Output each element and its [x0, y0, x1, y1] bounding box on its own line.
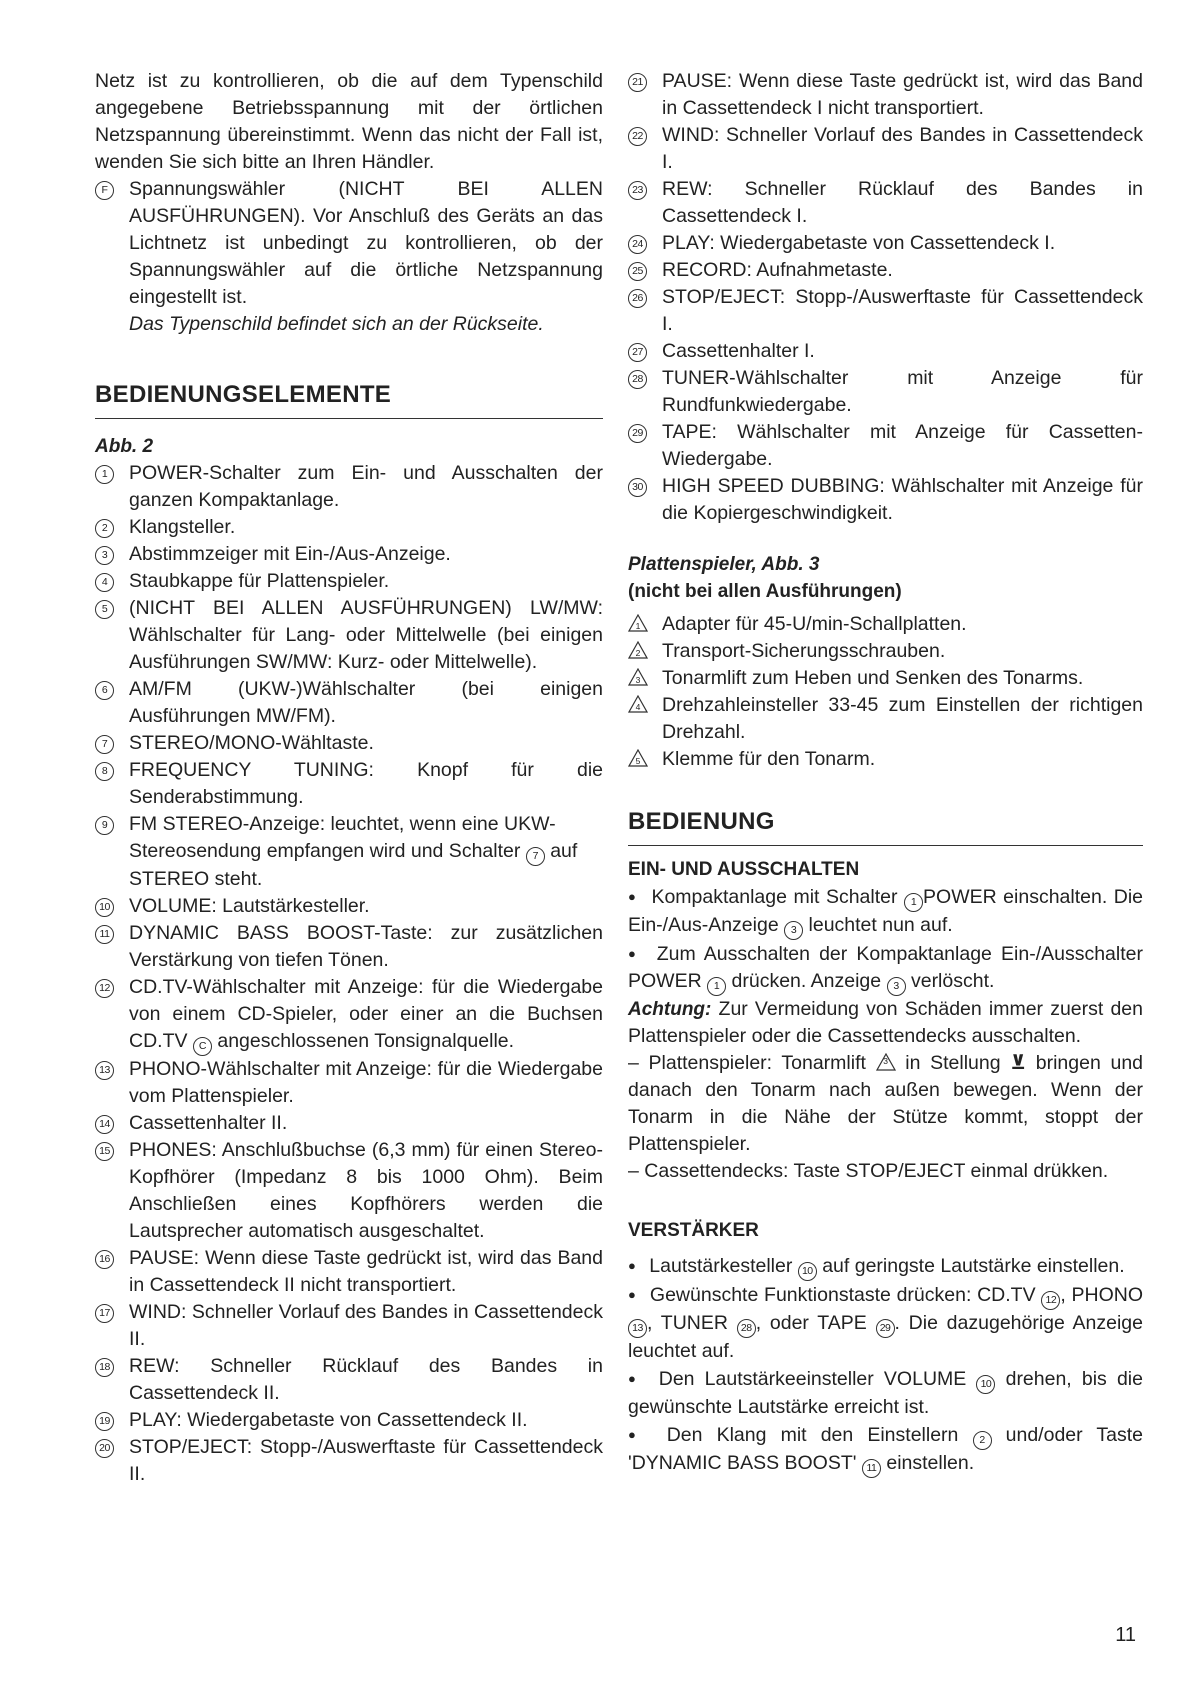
text: drehen, bis die gewünschte Lautstärke erreicht ist. — [628, 1368, 1143, 1418]
item-number: 9 — [95, 816, 114, 835]
list-item — [95, 541, 603, 568]
item-reference: 1 — [904, 893, 923, 912]
item-text: (NICHT BEI ALLEN AUSFÜHRUNGEN) LW/MW: Wählschalter für Lang- oder Mittelwelle (bei einigen Ausführungen SW/MW: Kurz- oder Mittelwelle). — [129, 597, 603, 673]
item-text: Staubkappe für Plattenspieler. — [129, 570, 390, 592]
text: Den Lautstärkeeinsteller VOLUME — [658, 1368, 967, 1390]
item-number: 26 — [628, 289, 647, 308]
list-item — [95, 1056, 603, 1110]
item-number: 14 — [95, 1115, 114, 1134]
turntable-list — [628, 611, 1143, 773]
item-number: 13 — [95, 1061, 114, 1080]
list-item — [628, 611, 1143, 638]
voltage-selector-item — [95, 176, 603, 338]
amp-step-2 — [628, 1281, 1143, 1365]
list-item — [628, 176, 1143, 230]
list-item — [95, 676, 603, 730]
text: bringen und danach den Tonarm nach außen bewegen. Wenn der Tonarm in die Nähe der Stütze kommt, stoppt der Plattenspieler. — [628, 1052, 1144, 1155]
amp-step-1 — [628, 1252, 1143, 1281]
list-item — [95, 893, 603, 920]
list-item — [628, 338, 1143, 365]
list-item — [628, 230, 1143, 257]
section-title-operation: BEDIENUNG — [628, 807, 1143, 846]
triangle-marker — [628, 668, 648, 686]
text: auf geringste Lautstärke einstellen. — [822, 1255, 1125, 1277]
item-reference: 10 — [798, 1262, 817, 1281]
item-reference: 29 — [876, 1319, 895, 1338]
item-text: PAUSE: Wenn diese Taste gedrückt ist, wird das Band in Cassettendeck II nicht transportiert. — [129, 1247, 603, 1296]
item-number: 29 — [628, 424, 647, 443]
triangle-number: 3 — [883, 1056, 888, 1066]
triangle-number: 5 — [635, 756, 641, 766]
list-item — [628, 692, 1143, 746]
item-text: FREQUENCY TUNING: Knopf für die Senderabstimmung. — [129, 759, 603, 808]
item-text: WIND: Schneller Vorlauf des Bandes in Cassettendeck II. — [129, 1301, 603, 1350]
item-number: 15 — [95, 1142, 114, 1161]
controls-list-b — [95, 893, 603, 974]
list-item — [95, 514, 603, 541]
list-item — [95, 595, 603, 676]
triangle-number: 2 — [635, 648, 641, 658]
item-number: 25 — [628, 262, 647, 281]
list-item — [628, 257, 1143, 284]
section-title-controls: BEDIENUNGSELEMENTE — [95, 380, 603, 419]
text: einstellen. — [886, 1452, 975, 1474]
item-number: 16 — [95, 1250, 114, 1269]
item-number: 30 — [628, 478, 647, 497]
item-number: 10 — [95, 898, 114, 917]
item-reference: 7 — [526, 847, 545, 866]
controls-list-c — [95, 1056, 603, 1488]
item-number: 5 — [95, 600, 114, 619]
triangle-number: 4 — [635, 702, 641, 712]
list-item — [628, 122, 1143, 176]
list-item — [628, 473, 1143, 527]
lift-down-symbol: ⊻ — [1010, 1052, 1027, 1074]
item-text: Klemme für den Tonarm. — [662, 748, 876, 770]
item-text: REW: Schneller Rücklauf des Bandes in Cassettendeck II. — [129, 1355, 603, 1404]
left-column — [95, 68, 603, 1488]
list-item — [95, 1299, 603, 1353]
item-text: STEREO/MONO-Wähltaste. — [129, 732, 374, 754]
turntable-dash-step — [628, 1050, 1143, 1158]
item-text: Tonarmlift zum Heben und Senken des Tonarms. — [662, 667, 1084, 689]
list-item — [95, 757, 603, 811]
text: POWER einschalten. Die Ein-/Aus-Anzeige — [628, 886, 1144, 936]
item-number: 8 — [95, 762, 114, 781]
figure-label: Abb. 2 — [95, 436, 154, 457]
item-reference: 13 — [628, 1319, 647, 1338]
cassette-dash-step: – Cassettendecks: Taste STOP/EJECT einmal drükken. — [628, 1160, 1109, 1182]
item-text: CD.TV-Wählschalter mit Anzeige: für die Wiedergabe von einem CD-Spieler, oder einer an die Buchsen CD.TV — [129, 976, 603, 1052]
text: drücken. Anzeige — [731, 970, 882, 992]
item-number: 12 — [95, 979, 114, 998]
list-item — [95, 1407, 603, 1434]
item-text: PLAY: Wiedergabetaste von Cassettendeck II. — [129, 1409, 528, 1431]
item-text: PHONES: Anschlußbuchse (6,3 mm) für einen Stereo-Kopfhörer (Impedanz 8 bis 1000 Ohm). Beim Anschließen eines Kopfhörers werden die Lautsprecher automatisch ausgeschaltet. — [129, 1139, 603, 1242]
on-off-step-2 — [628, 940, 1143, 996]
text: in Stellung — [905, 1052, 1001, 1074]
item-number: 22 — [628, 127, 647, 146]
triangle-marker — [628, 614, 648, 632]
item-text: TUNER-Wählschalter mit Anzeige für Rundfunkwiedergabe. — [662, 367, 1143, 416]
item-text: TAPE: Wählschalter mit Anzeige für Cassetten-Wiedergabe. — [662, 421, 1143, 470]
item-note: Das Typenschild befindet sich an der Rückseite. — [129, 313, 544, 335]
item-text: POWER-Schalter zum Ein- und Ausschalten der ganzen Kompaktanlage. — [129, 462, 603, 511]
item-number: 24 — [628, 235, 647, 254]
item-reference: 28 — [737, 1319, 756, 1338]
item-reference: 12 — [1041, 1291, 1060, 1310]
controls-list-d — [628, 68, 1143, 527]
item-number: 28 — [628, 370, 647, 389]
text: , PHONO — [1060, 1284, 1143, 1306]
list-item — [95, 811, 603, 893]
item-number: 7 — [95, 735, 114, 754]
item-text: auf STEREO steht. — [129, 840, 578, 890]
item-text: VOLUME: Lautstärkesteller. — [129, 895, 370, 917]
item-number: 23 — [628, 181, 647, 200]
text: und/oder Taste 'DYNAMIC BASS BOOST' — [628, 1424, 1143, 1474]
list-item — [95, 730, 603, 757]
on-off-step-1 — [628, 883, 1143, 940]
on-off-title: EIN- UND AUSSCHALTEN — [628, 859, 860, 880]
list-item — [95, 920, 603, 974]
amp-step-3 — [628, 1365, 1143, 1421]
item-text: Drehzahleinsteller 33-45 zum Einstellen der richtigen Drehzahl. — [662, 694, 1143, 743]
list-item — [95, 568, 603, 595]
turntable-title: Plattenspieler, Abb. 3 — [628, 554, 820, 575]
text: leuchtet nun auf. — [808, 914, 953, 936]
item-text: Abstimmzeiger mit Ein-/Aus-Anzeige. — [129, 543, 451, 565]
list-item — [95, 460, 603, 514]
controls-list-a — [95, 460, 603, 811]
text: Den Klang mit den Einstellern — [666, 1424, 959, 1446]
list-item — [628, 746, 1143, 773]
item-number: 20 — [95, 1439, 114, 1458]
text: Zum Ausschalten der Kompaktanlage Ein-/Ausschalter POWER — [628, 943, 1143, 992]
list-item — [95, 1137, 603, 1245]
item-number: 11 — [95, 925, 114, 944]
list-item — [628, 665, 1143, 692]
item-reference: 3 — [887, 977, 906, 996]
triangle-marker — [628, 641, 648, 659]
text: . Die dazugehörige Anzeige leuchtet auf. — [628, 1312, 1143, 1362]
text: Lautstärkesteller — [649, 1255, 793, 1277]
item-text: Transport-Sicherungsschrauben. — [662, 640, 946, 662]
item-reference: C — [193, 1037, 212, 1056]
item-text: STOP/EJECT: Stopp-/Auswerftaste für Cassettendeck I. — [662, 286, 1143, 335]
item-number: 19 — [95, 1412, 114, 1431]
triangle-number: 3 — [635, 675, 641, 685]
item-reference: 2 — [973, 1431, 992, 1450]
text: , TUNER — [647, 1312, 728, 1334]
item-text: HIGH SPEED DUBBING: Wählschalter mit Anzeige für die Kopiergeschwindigkeit. — [662, 475, 1143, 524]
text: Gewünschte Funktionstaste drücken: CD.TV — [649, 1284, 1036, 1306]
item-text: RECORD: Aufnahmetaste. — [662, 259, 893, 281]
item-text: Klangsteller. — [129, 516, 236, 538]
item-text: PAUSE: Wenn diese Taste gedrückt ist, wird das Band in Cassettendeck I nicht transportiert. — [662, 70, 1143, 119]
list-item — [628, 638, 1143, 665]
item-text: Cassettenhalter II. — [129, 1112, 288, 1134]
item-text: REW: Schneller Rücklauf des Bandes in Cassettendeck I. — [662, 178, 1143, 227]
item-reference: 3 — [784, 921, 803, 940]
caution-label: Achtung: — [628, 999, 712, 1020]
item-text: Spannungswähler (NICHT BEI ALLEN AUSFÜHRUNGEN). Vor Anschluß des Geräts an das Lichtnetz ist unbedingt zu kontrollieren, ob der Spannungswähler auf die örtliche Netzspannung eingestellt ist. — [129, 178, 603, 308]
item-number: 6 — [95, 681, 114, 700]
text: verlöscht. — [910, 970, 995, 992]
amplifier-title: VERSTÄRKER — [628, 1220, 759, 1241]
item-text: angeschlossenen Tonsignalquelle. — [217, 1030, 515, 1052]
text: – Plattenspieler: Tonarmlift — [628, 1052, 866, 1074]
intro-paragraph: Netz ist zu kontrollieren, ob die auf dem Typenschild angegebene Betriebsspannung mit der örtlichen Netzspannung übereinstimmt. Wenn das nicht der Fall ist, wenden Sie sich bitte an Ihren Händler. — [95, 70, 603, 173]
triangle-number: 1 — [635, 621, 641, 631]
right-column — [628, 68, 1143, 1478]
item-number: 4 — [95, 573, 114, 592]
item-text: FM STEREO-Anzeige: leuchtet, wenn eine UKW-Stereosendung empfangen wird und Schalter — [129, 813, 556, 862]
list-item — [95, 974, 603, 1056]
item-reference: 11 — [862, 1459, 881, 1478]
item-number: 27 — [628, 343, 647, 362]
item-number: 21 — [628, 73, 647, 92]
list-item — [628, 68, 1143, 122]
list-item — [628, 419, 1143, 473]
item-text: PLAY: Wiedergabetaste von Cassettendeck I. — [662, 232, 1056, 254]
item-reference: 10 — [976, 1375, 995, 1394]
triangle-marker — [628, 695, 648, 713]
turntable-subtitle: (nicht bei allen Ausführungen) — [628, 581, 902, 602]
list-item — [95, 1434, 603, 1488]
item-number: 17 — [95, 1304, 114, 1323]
caution-text: Zur Vermeidung von Schäden immer zuerst den Plattenspieler oder die Cassettendecks ausschalten. — [628, 998, 1143, 1047]
list-item — [628, 284, 1143, 338]
triangle-reference — [876, 1052, 896, 1070]
amp-step-4 — [628, 1421, 1143, 1478]
item-number: 18 — [95, 1358, 114, 1377]
list-item — [95, 1245, 603, 1299]
item-text: AM/FM (UKW-)Wählschalter (bei einigen Ausführungen MW/FM). — [129, 678, 603, 727]
item-number: 1 — [95, 465, 114, 484]
list-item — [628, 365, 1143, 419]
text: , oder TAPE — [755, 1312, 867, 1334]
item-number: 3 — [95, 546, 114, 565]
caution-paragraph — [628, 996, 1143, 1050]
item-text: WIND: Schneller Vorlauf des Bandes in Cassettendeck I. — [662, 124, 1143, 173]
text: Kompaktanlage mit Schalter — [651, 886, 898, 908]
item-text: PHONO-Wählschalter mit Anzeige: für die Wiedergabe vom Plattenspieler. — [129, 1058, 603, 1107]
triangle-marker — [628, 749, 648, 767]
item-marker: F — [95, 181, 114, 200]
item-text: DYNAMIC BASS BOOST-Taste: zur zusätzlichen Verstärkung von tiefen Tönen. — [129, 922, 603, 971]
item-reference: 1 — [707, 977, 726, 996]
item-text: STOP/EJECT: Stopp-/Auswerftaste für Cassettendeck II. — [129, 1436, 603, 1485]
list-item — [95, 1110, 603, 1137]
list-item — [95, 1353, 603, 1407]
item-text: Cassettenhalter I. — [662, 340, 815, 362]
page-number: 11 — [1115, 1624, 1136, 1646]
item-number: 2 — [95, 519, 114, 538]
item-text: Adapter für 45-U/min-Schallplatten. — [662, 613, 967, 635]
